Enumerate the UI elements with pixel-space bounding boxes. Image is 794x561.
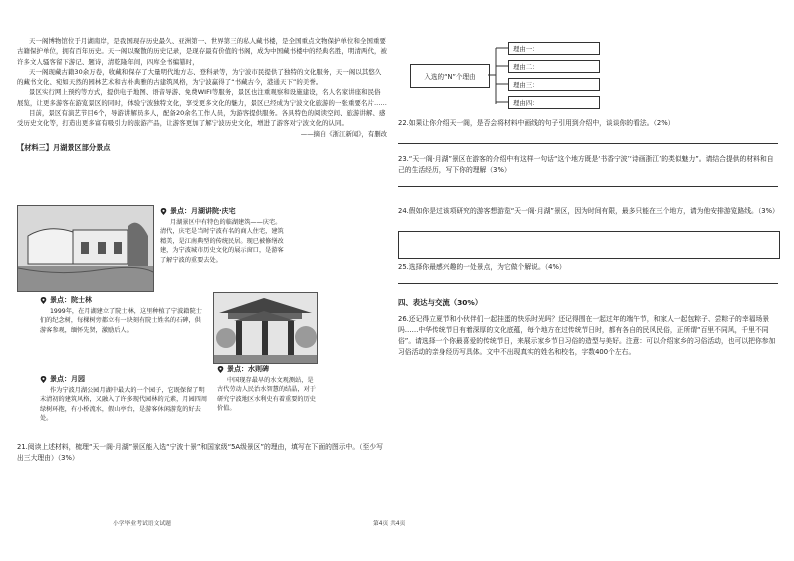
reason-label: 理由三： bbox=[513, 81, 539, 89]
reasons-diagram bbox=[410, 42, 610, 110]
reason-box-3[interactable] bbox=[508, 78, 600, 91]
reason-box-2[interactable] bbox=[508, 60, 600, 73]
question-25: 25.选择你最感兴趣的一处景点，为它做个解说。（4%） bbox=[398, 263, 566, 271]
source-note: ——摘自《浙江新闻》，有删改 bbox=[300, 129, 387, 138]
spot-moon-garden bbox=[40, 375, 208, 424]
spot-qing-residence bbox=[160, 207, 285, 266]
answer-line-23[interactable] bbox=[398, 186, 778, 187]
answer-box-24[interactable] bbox=[398, 231, 780, 259]
question-23: 23.“天一阁·月湖”景区在游客的介绍中有这样一句话“这个地方既是‘书香宁波’‘诗画浙江’的类似魅力”。请结合提供的材料和自己的生活经历，写下你的理解（3%） bbox=[398, 155, 774, 174]
photo-qing-residence bbox=[17, 205, 154, 292]
intro-paragraph-1: 天一阁博物馆位于月湖南岸，是我国现存历史最久、亚洲第一、世界第三的私人藏书楼，是全国重点文物保护单位和全国重要古籍保护单位，拥有百年历史。天一阁以聚散的历史记录，是现存最有价值的书阁，成为中国藏书楼中的经典名胜，明清两代，被许多文人骚客留下游记、题诗，清乾隆年间，四库全书编纂时， bbox=[17, 37, 387, 66]
question-24: 24.假如你是过该项研究的游客想游览“天一阁·月湖”景区，因为时间有限，最多只能在三个地方，请为他安排游览路线。（3%） bbox=[398, 207, 779, 215]
answer-line-25[interactable] bbox=[398, 283, 778, 284]
intro-paragraph-4: 目前，景区有演艺节目6个，导游讲解员多人，配备20余名工作人员，为游客提供服务。各具特色的阅读空间、旅游讲解、感受历史文化等，打造出更多富有吸引力的旅游产品，让游客更加了解宁波历史文化，增进了游客对宁波文化的认同。 bbox=[17, 109, 386, 128]
spot-title: 景点：月园 bbox=[50, 375, 85, 383]
intro-paragraph-2: 天一阁现藏古籍30余万卷，收藏和保存了大量明代地方志、登科录等，为宁波市民提供了独特的文化服务，天一阁以其悠久的藏书文化、宛如天然的园林艺术和古朴典雅的古建筑风格，为宁波赢得了“书藏古今，港通天下”的美誉。 bbox=[17, 67, 382, 87]
location-pin-icon bbox=[40, 376, 47, 383]
spot-description: 月湖景区中有特色的临湖建筑——庆宅。清代，庆宅是当时宁波有名的商人住宅，建筑精美，是江南典型的传统民居。现已被修缮改建，为宁波城市历史文化的展示窗口，是游客了解宁波的重要去处。 bbox=[160, 218, 284, 264]
spot-description: 作为宁波月湖公园月湖中最大的一个园子，它既保留了明末清初的建筑风格，又融入了许多现代园林的元素，月园四周绿树环抱，有小桥流水，假山亭台，是游客休闲游览的好去处。 bbox=[40, 386, 208, 423]
footer-exam-title: 小学毕业考试语文试题 bbox=[113, 521, 171, 527]
location-pin-icon bbox=[217, 366, 224, 373]
question-22: 22.如果让你介绍天一阁，是否会将材料中画线的句子引用到介绍中，谈谈你的看法。（2%） bbox=[398, 119, 675, 127]
reason-label: 理由二： bbox=[513, 63, 539, 71]
question-21: 21.阅读上述材料，梳理“天一阁·月湖”景区能入选“宁波十景”和国家级“5A级景区”的理由，填写在下面的图示中。（至少写出三大理由）（3%） bbox=[17, 443, 383, 462]
diagram-root-label: 入选的“N”个理由 bbox=[424, 73, 476, 81]
answer-line-22[interactable] bbox=[398, 143, 778, 144]
spot-water-monument bbox=[217, 365, 317, 414]
spot-title: 景点：院士林 bbox=[50, 296, 92, 304]
section-expression: 四、表达与交流（30%） bbox=[398, 298, 483, 307]
spot-description: 中国现存最早的水文观测站，是古代劳动人民治水智慧的结晶，对于研究宁波地区水利史有着重要的历史价值。 bbox=[217, 376, 316, 413]
diagram-root-box bbox=[410, 64, 490, 88]
footer-page-number: 第4页 共4页 bbox=[373, 521, 406, 527]
photo-water-monument bbox=[213, 292, 318, 364]
spot-description: 1999年，在月湖建立了院士林，这里种植了宁波籍院士们的纪念树，每棵树旁都立有一块刻有院士姓名的石碑，供游客参观，缅怀先贤，激励后人。 bbox=[40, 307, 202, 334]
reason-box-4[interactable] bbox=[508, 96, 600, 109]
reason-box-1[interactable] bbox=[508, 42, 600, 55]
spot-title: 景点：月湖讲院·庆宅 bbox=[170, 207, 236, 215]
location-pin-icon bbox=[160, 208, 167, 215]
intro-paragraph-3: 景区实行网上预约等方式，提供电子地图、语音导游、免费WIFI等服务，景区也注重观察和设施建设，名人名家讲座和民俗展览，让更多游客在游览景区的同时，体验宁波独特文化，享受更多文化的魅力，景区已经成为宁波文化旅游的一张重要名片…… bbox=[17, 88, 387, 107]
location-pin-icon bbox=[40, 297, 47, 304]
left-column bbox=[17, 36, 387, 153]
reason-label: 理由一： bbox=[513, 45, 539, 53]
material3-title: 【材料三】月湖景区部分景点 bbox=[17, 142, 111, 152]
spot-title: 景点：水则碑 bbox=[227, 365, 269, 373]
reason-label: 理由四： bbox=[513, 99, 539, 107]
spot-academician-forest bbox=[40, 296, 205, 335]
question-26: 26.还记得立夏节和小伙伴们一起挂蛋的快乐时光吗？还记得围在一起过年的端午节，和家人一起包粽子、尝粽子的幸福场景吗……中华传统节日有着深厚的文化底蕴，每个地方在过传统节日时，都有各自的民风民俗，正所谓“百里不同风，千里不同俗”。请选择一个你最喜爱的传统节日，来展示家乡节日习俗的造型与美好。注意：可以介绍家乡的习俗活动，也可以把你参加习俗活动的亲身经历写具体。文中不出现真实的姓名和校名，字数400个左右。 bbox=[398, 315, 776, 356]
